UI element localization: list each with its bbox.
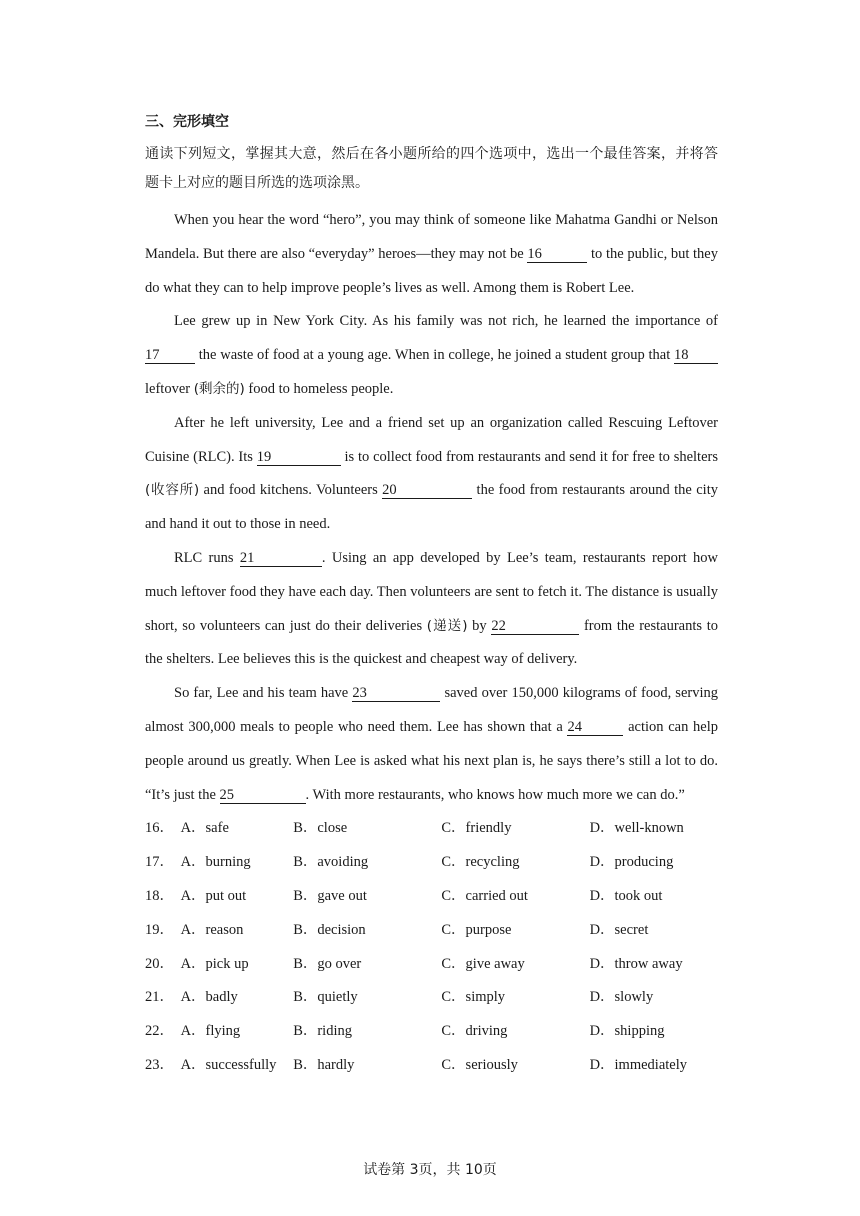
option-c: C．seriously bbox=[441, 1056, 518, 1073]
option-a: A．successfully bbox=[180, 1056, 277, 1073]
passage-text: So far, Lee and his team have bbox=[174, 685, 353, 702]
passage-text: . Using an app developed by Lee’s team, restaurants report how much leftover food they have each day. Then volunteers are sent to fetch it. The distance is usually short, so volunteers can just do their deliveries bbox=[145, 549, 718, 634]
blank-19: 19 bbox=[257, 449, 341, 466]
option-a: A．burning bbox=[180, 854, 251, 871]
option-d: D．throw away bbox=[589, 955, 683, 972]
passage-text: and food kitchens. Volunteers bbox=[199, 482, 383, 499]
blank-17: 17 bbox=[145, 347, 195, 364]
answer-options bbox=[145, 812, 718, 1082]
section-instructions: 通读下列短文，掌握其大意，然后在各小题所给的四个选项中，选出一个最佳答案，并将答题卡上对应的题目所选的选项涂黑。 bbox=[145, 146, 718, 191]
blank-16: 16 bbox=[527, 246, 587, 263]
option-b: B．decision bbox=[293, 921, 366, 938]
passage-text: from the restaurants to the shelters. Lee believes this is the quickest and cheapest way of delivery. bbox=[145, 617, 718, 668]
question-number: 20． bbox=[145, 955, 174, 972]
passage-paragraph-5 bbox=[145, 677, 718, 812]
question-row bbox=[145, 948, 718, 982]
cloze-section bbox=[145, 112, 718, 1083]
passage-text: the food from restaurants around the city and hand it out to those in need. bbox=[145, 482, 718, 533]
passage-text: action can help people around us greatly. When Lee is asked what his next plan is, he says there’s still a lot to do. “It’s just the bbox=[145, 718, 718, 803]
page-footer: 试卷第 3页，共 10页 bbox=[363, 1162, 497, 1178]
passage-text: RLC runs bbox=[174, 549, 240, 566]
passage-paragraph-4 bbox=[145, 542, 718, 677]
option-a: A．safe bbox=[180, 820, 229, 837]
option-d: D．slowly bbox=[589, 989, 654, 1006]
passage-text: the waste of food at a young age. When in college, he joined a student group that bbox=[195, 347, 674, 364]
question-number: 19． bbox=[145, 921, 174, 938]
question-row bbox=[145, 1015, 718, 1049]
option-c: C．friendly bbox=[441, 820, 512, 837]
option-a: A．put out bbox=[180, 887, 247, 904]
option-b: B．quietly bbox=[293, 989, 358, 1006]
section-title: 三、完形填空 bbox=[145, 114, 229, 130]
option-d: D．immediately bbox=[589, 1056, 688, 1073]
question-row bbox=[145, 981, 718, 1015]
option-d: D．shipping bbox=[589, 1023, 665, 1040]
blank-23: 23 bbox=[352, 685, 440, 702]
option-c: C．carried out bbox=[441, 887, 528, 904]
blank-24: 24 bbox=[567, 719, 623, 736]
option-a: A．badly bbox=[180, 989, 238, 1006]
option-c: C．give away bbox=[441, 955, 525, 972]
question-row bbox=[145, 812, 718, 846]
option-d: D．took out bbox=[589, 887, 663, 904]
question-number: 22． bbox=[145, 1023, 174, 1040]
question-row bbox=[145, 1049, 718, 1083]
option-b: B．gave out bbox=[293, 887, 367, 904]
chinese-gloss: (收容所) bbox=[145, 482, 200, 499]
option-a: A．pick up bbox=[180, 955, 249, 972]
question-number: 23． bbox=[145, 1056, 174, 1073]
option-d: D．well-known bbox=[589, 820, 684, 837]
chinese-gloss: (递送) bbox=[426, 617, 468, 634]
passage-text: to the public, but they do what they can to help improve people’s lives as well. Among them is Robert Lee. bbox=[145, 245, 718, 296]
question-row bbox=[145, 914, 718, 948]
option-d: D．producing bbox=[589, 854, 674, 871]
question-number: 17． bbox=[145, 854, 174, 871]
blank-22: 22 bbox=[491, 618, 579, 635]
option-b: B．go over bbox=[293, 955, 362, 972]
option-b: B．close bbox=[293, 820, 348, 837]
passage-paragraph-3 bbox=[145, 407, 718, 542]
passage-text: When you hear the word “hero”, you may think of someone like Mahatma Gandhi or Nelson Mandela. But there are also “everyday” heroes—they may not be bbox=[145, 212, 718, 262]
passage-text: Lee grew up in New York City. As his family was not rich, he learned the importance of bbox=[174, 313, 718, 330]
passage-text: by bbox=[467, 617, 492, 634]
option-c: C．simply bbox=[441, 989, 506, 1006]
question-row bbox=[145, 880, 718, 914]
question-number: 16． bbox=[145, 820, 174, 837]
question-row bbox=[145, 846, 718, 880]
option-c: C．purpose bbox=[441, 921, 512, 938]
blank-20: 20 bbox=[382, 482, 472, 499]
passage-text: food to homeless people. bbox=[244, 380, 394, 397]
blank-18: 18 bbox=[674, 347, 718, 364]
passage-text: . With more restaurants, who knows how much more we can do.” bbox=[305, 786, 685, 803]
option-a: A．flying bbox=[180, 1023, 241, 1040]
passage-text: leftover bbox=[145, 380, 194, 397]
option-b: B．riding bbox=[293, 1023, 352, 1040]
option-c: C．recycling bbox=[441, 854, 520, 871]
passage-text: After he left university, Lee and a friend set up an organization called Rescuing Leftover Cuisine (RLC). Its bbox=[145, 414, 718, 465]
blank-21: 21 bbox=[240, 550, 322, 567]
question-number: 18． bbox=[145, 887, 174, 904]
passage-paragraph-1 bbox=[145, 204, 718, 305]
passage-text: is to collect food from restaurants and send it for free to shelters bbox=[340, 448, 718, 465]
blank-25: 25 bbox=[220, 787, 306, 804]
option-d: D．secret bbox=[589, 921, 649, 938]
option-b: B．avoiding bbox=[293, 854, 369, 871]
option-b: B．hardly bbox=[293, 1056, 355, 1073]
chinese-gloss: (剩余的) bbox=[193, 380, 245, 397]
question-number: 21． bbox=[145, 989, 174, 1006]
option-a: A．reason bbox=[180, 921, 244, 938]
option-c: C．driving bbox=[441, 1023, 508, 1040]
passage-paragraph-2 bbox=[145, 305, 718, 406]
passage-text: saved over 150,000 kilograms of food, serving almost 300,000 meals to people who need them. Lee has shown that a bbox=[145, 685, 718, 735]
